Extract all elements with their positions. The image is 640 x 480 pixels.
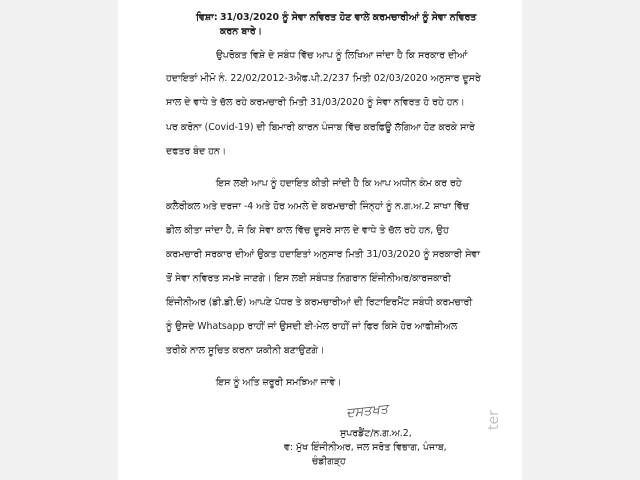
paragraph2-line: ਕਰਮਚਾਰੀ ਸਰਕਾਰ ਦੀਆਂ ਉਕਤ ਹਦਾਇਤਾਂ ਅਨੁਸਾਰ ਮਿਤੀ 31/03/2020 ਨੂੰ ਸਰਕਾਰੀ ਸੇਵਾ: [166, 249, 480, 260]
paragraph1-line: ਹਦਾਇਤਾਂ ਮੀਮੋ ਨੰ. 22/02/2012-3ਐਫ.ਪੀ.2/237 ਮਿਤੀ 02/03/2020 ਅਨੁਸਾਰ ਦੂਸਰੇ: [166, 73, 481, 84]
paragraph2-line: ਇੰਜੀਨੀਅਰ (ਡੀ.ਡੀ.ਓ) ਆਪਣੇ ਪੱਧਰ ਤੇ ਕਰਮਚਾਰੀਆਂ ਦੀ ਰਿਟਾਇਰਮੈਂਟ ਸਬੰਧੀ ਕਰਮਚਾਰੀ: [166, 297, 473, 308]
closing-line: ਇਸ ਨੂੰ ਅਤਿ ਜ਼ਰੂਰੀ ਸਮਝਿਆ ਜਾਵੇ।: [216, 377, 342, 388]
paragraph2-line: ਕਲੈਰੀਕਲ ਅਤੇ ਦਰਜਾ -4 ਅਤੇ ਹੋਰ ਅਮਲੇ ਦੇ ਕਰਮਚਾਰੀ ਜਿੰਨ੍ਹਾਂ ਨੂੰ ਨ.ਗ.ਅ.2 ਸ਼ਾਖਾ ਵਿੱਚ: [166, 201, 470, 212]
paragraph2-line: ਤੋਂ ਸੇਵਾ ਨਵਿਰਤ ਸਮਝੇ ਜਾਣਗੇ। ਇਸ ਲਈ ਸਬੰਧਤ ਨਿਗਰਾਨ ਇੰਜੀਨੀਅਰ/ਕਾਰਜਕਾਰੀ: [166, 273, 451, 284]
signature-designation: ਸੁਪਰਡੈਂਟ/ਨ.ਗ.ਅ.2,: [340, 428, 412, 439]
paragraph2-line: ਨੂੰ ਉਸਦੇ Whatsapp ਰਾਹੀਂ ਜਾਂ ਉਸਦੀ ਈ-ਮੇਲ ਰਾਹੀਂ ਜਾਂ ਫਿਰ ਕਿਸੇ ਹੋਰ ਆਫੀਸ਼ੀਅਲ: [166, 321, 458, 332]
paragraph1-line: ਸਾਲ ਦੇ ਵਾਧੇ ਤੇ ਚੱਲ ਰਹੇ ਕਰਮਚਾਰੀ ਮਿਤੀ 31/03/2020 ਨੂੰ ਸੇਵਾ ਨਵਿਰਤ ਹੋ ਰਹੇ ਹਨ।: [166, 97, 465, 108]
paragraph1-line: ਪਰ ਕਰੋਨਾ (Covid-19) ਦੀ ਬਿਮਾਰੀ ਕਾਰਨ ਪੰਜਾਬ ਵਿੱਚ ਕਰਫਿਊ ਲੱਗਿਆ ਹੋਣ ਕਰਕੇ ਸਾਰੇ: [166, 122, 475, 133]
signature-city: ਚੰਡੀਗੜ੍ਹ: [312, 456, 346, 467]
paragraph2-line: ਇਸ ਲਈ ਆਪ ਨੂੰ ਹਦਾਇਤ ਕੀਤੀ ਜਾਂਦੀ ਹੈ ਕਿ ਆਪ ਅਧੀਨ ਕੰਮ ਕਰ ਰਹੇ: [216, 178, 462, 189]
subject-line-1: 31/03/2020 ਨੂੰ ਸੇਵਾ ਨਵਿਰਤ ਹੋਣ ਵਾਲੇ ਕਰਮਚਾਰੀਆਂ ਨੂੰ ਸੇਵਾ ਨਵਿਰਤ: [220, 12, 477, 23]
signature-office: ਵ: ਮੁੱਖ ਇੰਜੀਨੀਅਰ, ਜਲ ਸਰੋਤ ਵਿਭਾਗ, ਪੰਜਾਬ,: [284, 442, 447, 453]
signature-scribble: ਦਸਤਖਤ: [345, 401, 389, 422]
watermark-text: ter: [486, 410, 502, 430]
subject-line-2: ਕਰਨ ਬਾਰੇ।: [220, 26, 262, 37]
paragraph1-line: ਉਪਰੋਕਤ ਵਿਸ਼ੇ ਦੇ ਸਬੰਧ ਵਿੱਚ ਆਪ ਨੂੰ ਲਿਖਿਆ ਜਾਂਦਾ ਹੈ ਕਿ ਸਰਕਾਰ ਦੀਆਂ: [216, 50, 468, 61]
document-page: [118, 0, 522, 480]
subject-label: ਵਿਸ਼ਾ:: [196, 12, 218, 23]
paragraph2-line: ਤਰੀਕੇ ਨਾਲ ਸੂਚਿਤ ਕਰਨਾ ਯਕੀਨੀ ਬਣਾਉਣਗੇ।: [166, 345, 325, 356]
paragraph2-line: ਡੀਲ ਕੀਤਾ ਜਾਂਦਾ ਹੈ, ਜੋ ਕਿ ਸੇਵਾ ਕਾਲ ਵਿੱਚ ਦੂਸਰੇ ਸਾਲ ਦੇ ਵਾਧੇ ਤੇ ਚੱਲ ਰਹੇ ਹਨ, ਉਹ: [166, 225, 449, 236]
paragraph1-line: ਦਫਤਰ ਬੰਦ ਹਨ।: [166, 146, 227, 157]
